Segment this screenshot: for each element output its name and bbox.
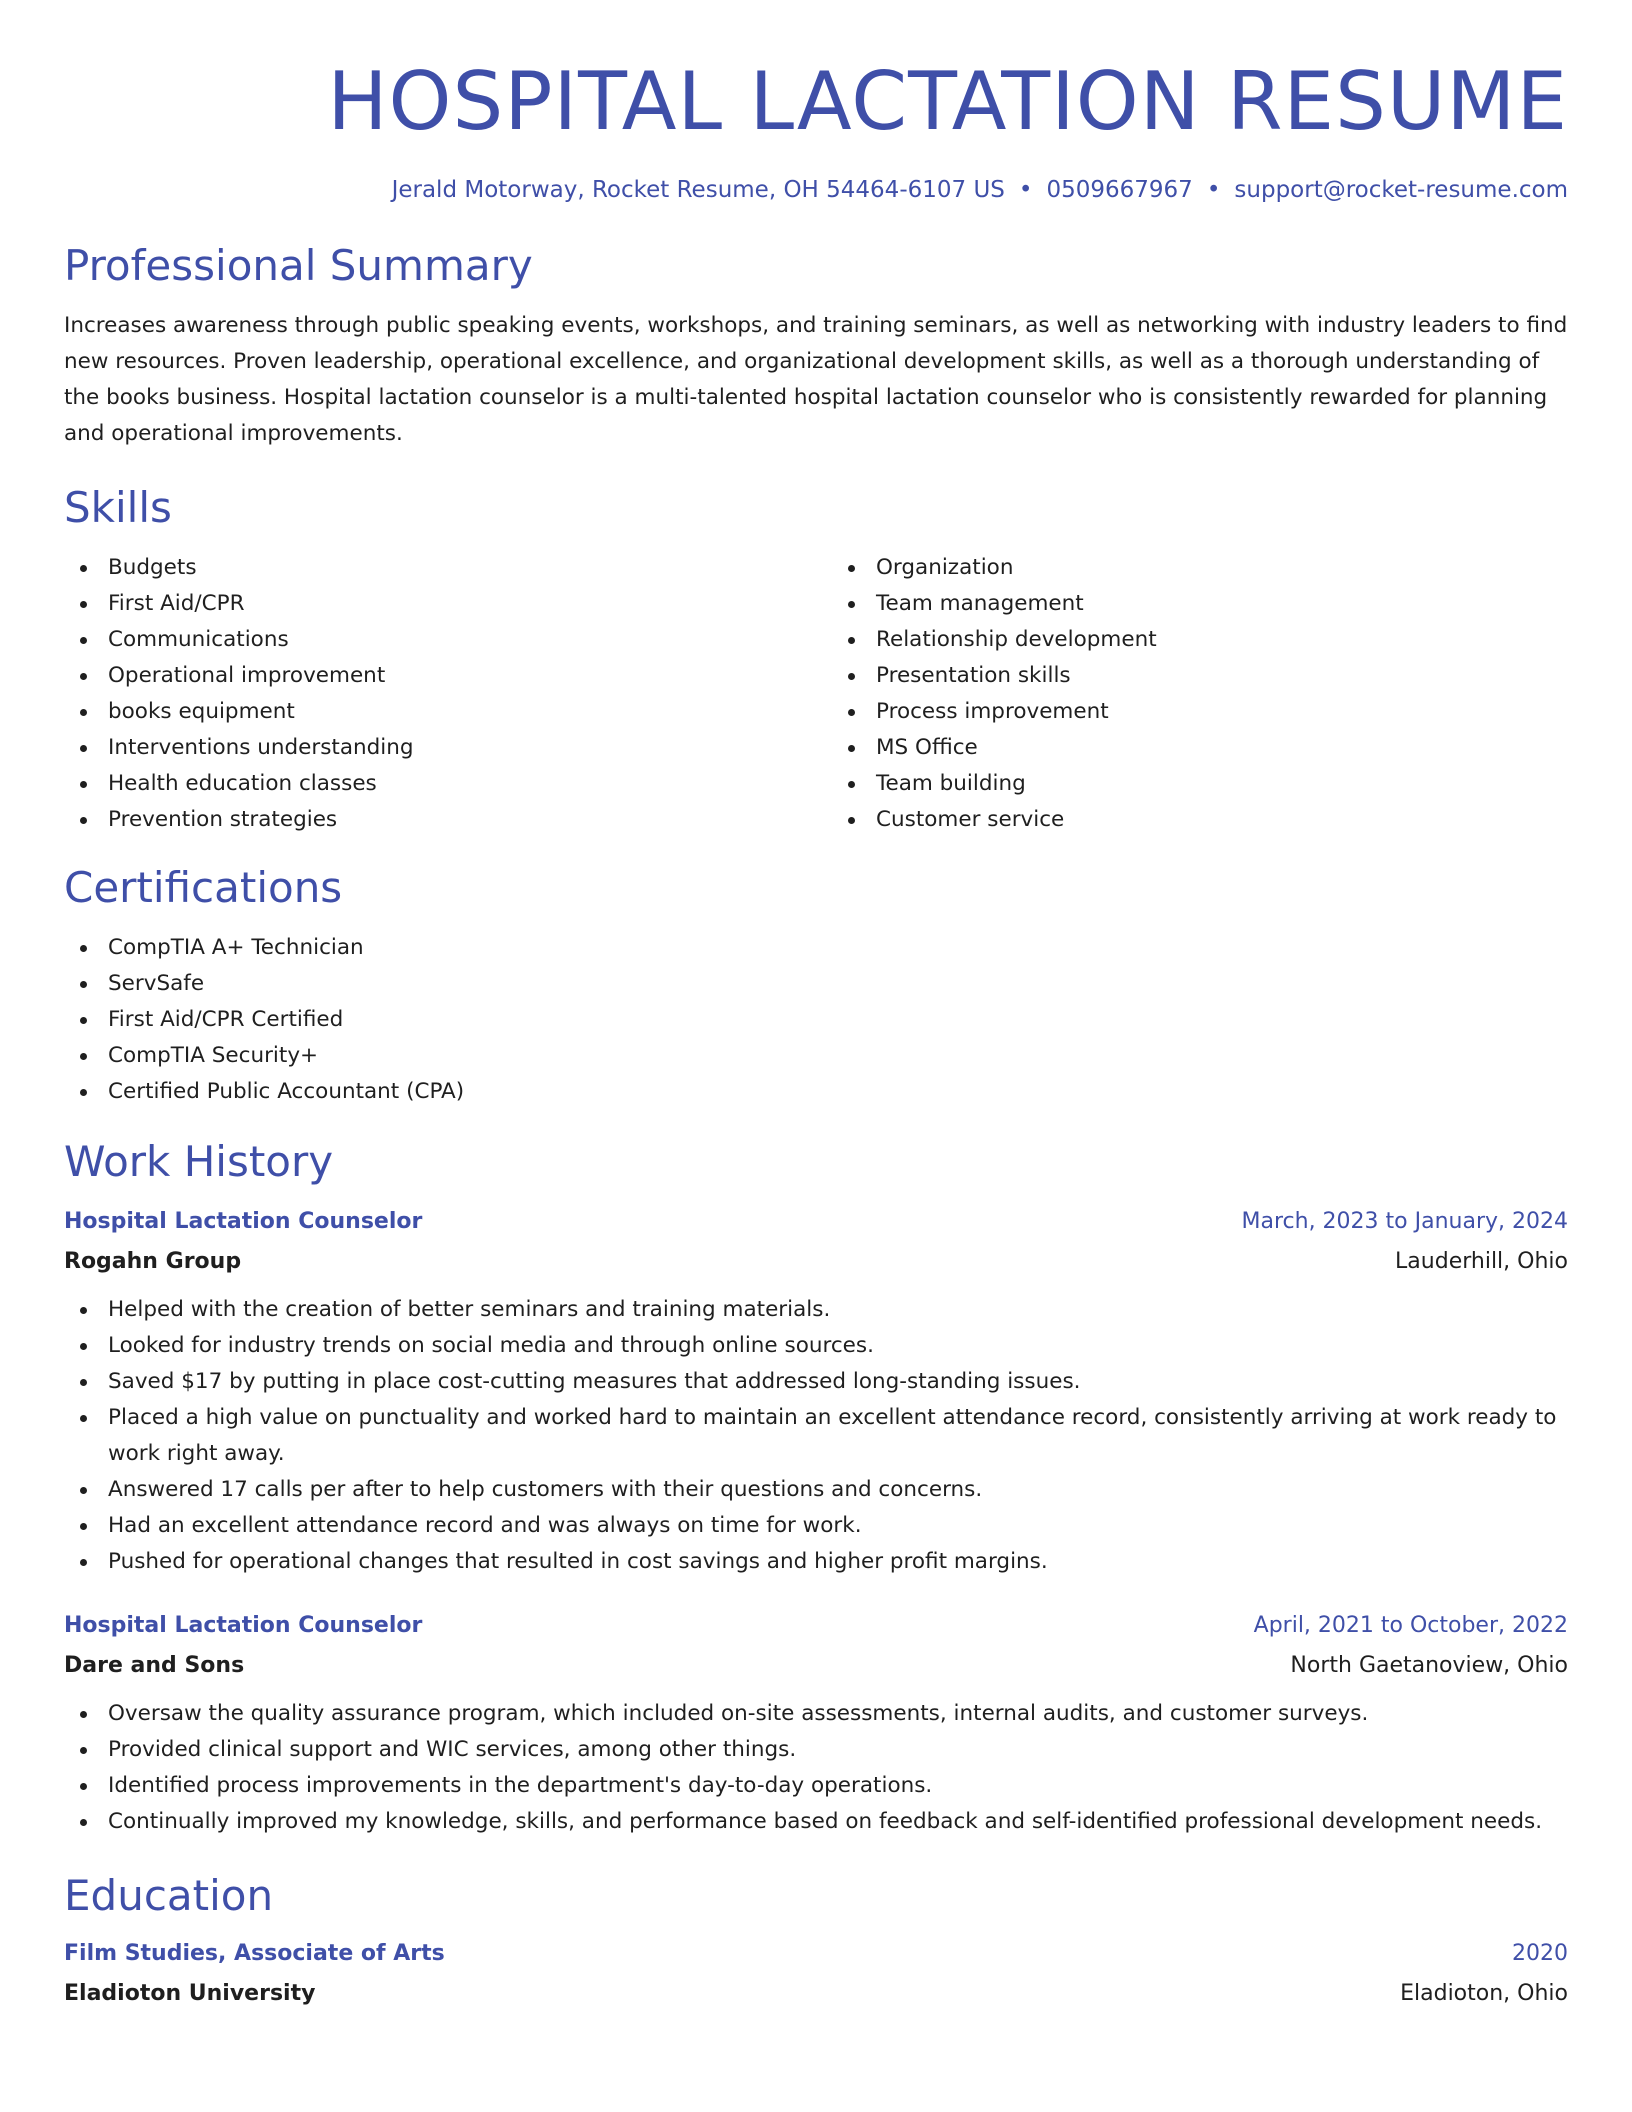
skills-heading: Skills bbox=[64, 483, 172, 532]
job-header-row bbox=[64, 1610, 1568, 1642]
certifications-heading: Certifications bbox=[64, 863, 343, 912]
skill-item: First Aid/CPR bbox=[64, 586, 816, 622]
skill-item: Relationship development bbox=[832, 622, 1568, 658]
certification-item: CompTIA Security+ bbox=[64, 1038, 1568, 1074]
contact-line bbox=[64, 174, 1568, 206]
job-bullet: Continually improved my knowledge, skills, and performance based on feedback and self-identified professional development needs. bbox=[64, 1804, 1568, 1840]
job-bullet: Looked for industry trends on social media and through online sources. bbox=[64, 1328, 1568, 1364]
certifications-list bbox=[64, 930, 1568, 1110]
job-company: Dare and Sons bbox=[64, 1653, 245, 1678]
certification-item: CompTIA A+ Technician bbox=[64, 930, 1568, 966]
job-company-row bbox=[64, 1238, 1568, 1278]
summary-text: Increases awareness through public speaking events, workshops, and training seminars, as well as networking with industry leaders to find new resources. Proven leadership, operational excellence, and organizational development skills, as well as a thorough understanding of the books business. Hospital lactation counselor is a multi-talented hospital lactation counselor who is consistently rewarded for planning and operational improvements. bbox=[64, 313, 1568, 446]
work-history-heading: Work History bbox=[64, 1137, 334, 1186]
contact-separator: • bbox=[1018, 177, 1033, 203]
job-entry bbox=[64, 1610, 1568, 1840]
job-header-row bbox=[64, 1206, 1568, 1238]
job-bullet: Placed a high value on punctuality and worked hard to maintain an excellent attendance record, consistently arriving at work ready to work right away. bbox=[64, 1400, 1568, 1472]
job-location: Lauderhill, Ohio bbox=[1395, 1249, 1568, 1274]
skill-item: Organization bbox=[832, 550, 1568, 586]
education-school: Eladioton University bbox=[64, 1981, 316, 2006]
skills-list-right bbox=[816, 550, 1568, 838]
education-year: 2020 bbox=[1512, 1941, 1568, 1966]
contact-separator: • bbox=[1206, 177, 1221, 203]
summary-heading: Professional Summary bbox=[64, 241, 533, 290]
job-bullet: Saved $17 by putting in place cost-cutting measures that addressed long-standing issues. bbox=[64, 1364, 1568, 1400]
contact-phone: 0509667967 bbox=[1046, 177, 1193, 203]
certification-item: Certified Public Accountant (CPA) bbox=[64, 1074, 1568, 1110]
job-bullet: Pushed for operational changes that resulted in cost savings and higher profit margins. bbox=[64, 1544, 1568, 1580]
job-dates: March, 2023 to January, 2024 bbox=[1241, 1209, 1568, 1234]
skill-item: Operational improvement bbox=[64, 658, 816, 694]
job-company-row bbox=[64, 1642, 1568, 1682]
job-company: Rogahn Group bbox=[64, 1249, 242, 1274]
skill-item: Team management bbox=[832, 586, 1568, 622]
contact-address: Jerald Motorway, Rocket Resume, OH 54464-6107 US bbox=[391, 177, 1005, 203]
skills-list-left bbox=[64, 550, 816, 838]
job-bullet: Oversaw the quality assurance program, which included on-site assessments, internal audits, and customer surveys. bbox=[64, 1696, 1568, 1732]
contact-email: support@rocket-resume.com bbox=[1234, 177, 1568, 203]
skill-item: Communications bbox=[64, 622, 816, 658]
certification-item: ServSafe bbox=[64, 966, 1568, 1002]
skill-item: Team building bbox=[832, 766, 1568, 802]
job-dates: April, 2021 to October, 2022 bbox=[1253, 1613, 1568, 1638]
skill-item: Prevention strategies bbox=[64, 802, 816, 838]
skill-item: books equipment bbox=[64, 694, 816, 730]
skill-item: Budgets bbox=[64, 550, 816, 586]
job-title: Hospital Lactation Counselor bbox=[64, 1209, 423, 1234]
education-heading: Education bbox=[64, 1871, 274, 1920]
job-bullets bbox=[64, 1292, 1568, 1580]
skill-item: Process improvement bbox=[832, 694, 1568, 730]
education-school-row bbox=[64, 1970, 1568, 2010]
education-entry bbox=[64, 1938, 1568, 2010]
education-degree: Film Studies, Associate of Arts bbox=[64, 1941, 445, 1966]
skill-item: Presentation skills bbox=[832, 658, 1568, 694]
job-bullet: Identified process improvements in the department's day-to-day operations. bbox=[64, 1768, 1568, 1804]
job-bullet: Answered 17 calls per after to help customers with their questions and concerns. bbox=[64, 1472, 1568, 1508]
skills-grid bbox=[64, 550, 1568, 838]
job-entry bbox=[64, 1206, 1568, 1580]
job-bullet: Had an excellent attendance record and was always on time for work. bbox=[64, 1508, 1568, 1544]
resume-title: HOSPITAL LACTATION RESUME bbox=[327, 55, 1568, 148]
job-bullet: Provided clinical support and WIC services, among other things. bbox=[64, 1732, 1568, 1768]
job-bullet: Helped with the creation of better seminars and training materials. bbox=[64, 1292, 1568, 1328]
job-location: North Gaetanoview, Ohio bbox=[1290, 1653, 1568, 1678]
skill-item: Interventions understanding bbox=[64, 730, 816, 766]
skill-item: Customer service bbox=[832, 802, 1568, 838]
job-bullets bbox=[64, 1696, 1568, 1840]
skill-item: Health education classes bbox=[64, 766, 816, 802]
education-location: Eladioton, Ohio bbox=[1400, 1981, 1568, 2006]
education-header-row bbox=[64, 1938, 1568, 1970]
certification-item: First Aid/CPR Certified bbox=[64, 1002, 1568, 1038]
job-title: Hospital Lactation Counselor bbox=[64, 1613, 423, 1638]
skill-item: MS Office bbox=[832, 730, 1568, 766]
